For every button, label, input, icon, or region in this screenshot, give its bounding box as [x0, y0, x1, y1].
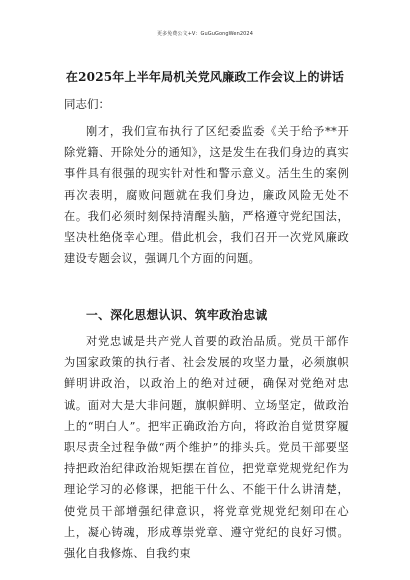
- salutation: 同志们：: [64, 97, 110, 111]
- body-paragraph: 刚才，我们宣布执行了区纪委监委《关于给予**开除党籍、开除处分的通知》，这是发生在我们身边的真实事件具有很强的现实针对性和警示意义。活生生的案例再次表明，腐败问题就在我们身边，廉政风险无处不在。我们必须时刻保持清醒头脑，严格遵守党纪国法，坚决杜绝侥幸心理。借此机会，我们召开一次党风廉政建设专题会议，强调几个方面的问题。: [64, 125, 349, 266]
- body-paragraph: 对党忠诚是共产党人首要的政治品质。党员干部作为国家政策的执行者、社会发展的攻坚力量，必须旗帜鲜明讲政治，以政治上的绝对过硬，确保对党绝对忠诚。面对大是大非问题，旗帜鲜明、立场坚定，做政治上的“明白人”。把牢正确政治方向，将政治自觉贯穿履职尽责全过程争做“两个维护”的排头兵。党员干部要坚持把政治纪律政治规矩摆在首位，把党章党规党纪作为理论学习的必修课，把能干什么、不能干什么讲清楚，使党员干部增强纪律意识，将党章党规党纪刻印在心上，凝心铸魂，形成尊崇党章、遵守党纪的良好习惯。强化自我修炼、自我约束: [64, 335, 349, 561]
- header-note: 更多免费公文+V：GuGuGongWen2024: [157, 31, 253, 37]
- document-title: 在2025年上半年局机关党风廉政工作会议上的讲话: [65, 70, 345, 84]
- section-heading: 一、深化思想认识、筑牢政治忠诚: [86, 308, 268, 322]
